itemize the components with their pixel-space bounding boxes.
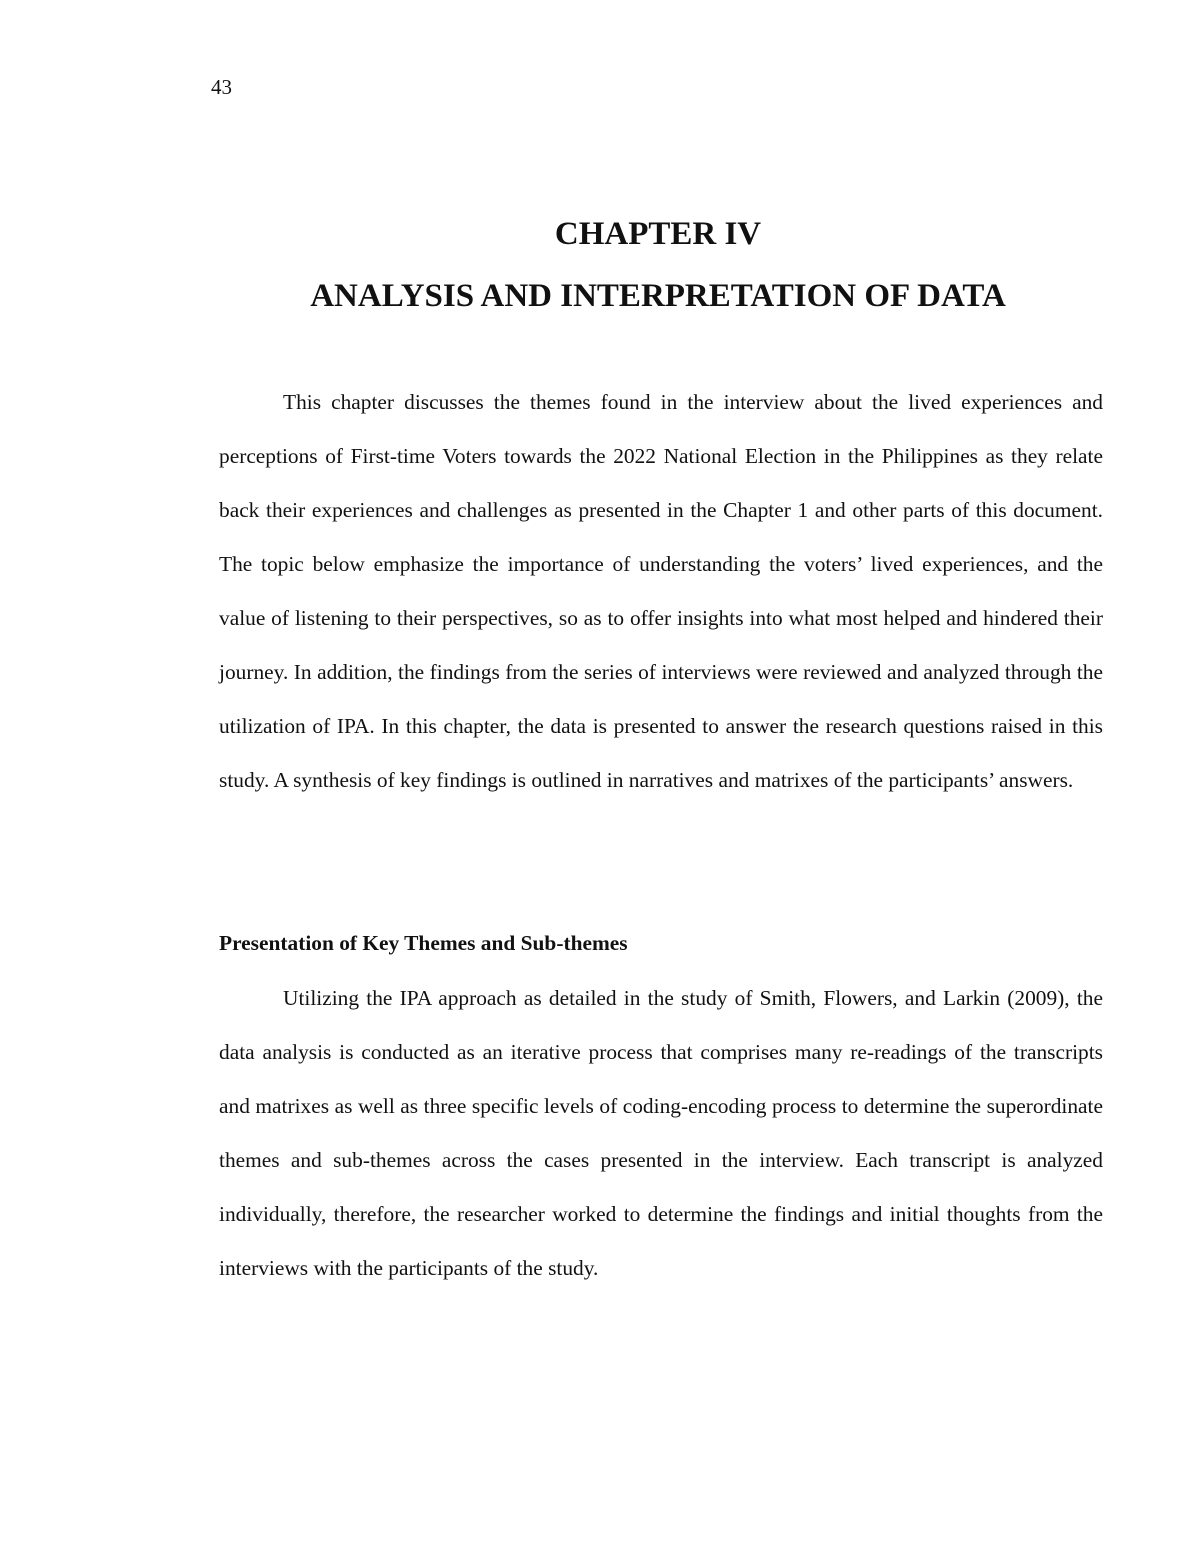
- methodology-paragraph: Utilizing the IPA approach as detailed in the study of Smith, Flowers, and Larkin (2009), the data analysis is conducted as an iterative process that comprises many re-readings of the transcripts and matrixes as well as three specific levels of coding-encoding process to determine the superordinate themes and sub-themes across the cases presented in the interview. Each transcript is analyzed individually, therefore, the researcher worked to determine the findings and initial thoughts from the interviews with the participants of the study.: [219, 986, 1103, 1280]
- chapter-number: CHAPTER IV: [554, 216, 762, 252]
- section-heading: Presentation of Key Themes and Sub-themes: [219, 931, 628, 955]
- intro-paragraph: This chapter discusses the themes found in the interview about the lived experiences and perceptions of First-time Voters towards the 2022 National Election in the Philippines as they relate back their experiences and challenges as presented in the Chapter 1 and other parts of this document. The topic below emphasize the importance of understanding the voters’ lived experiences, and the value of listening to their perspectives, so as to offer insights into what most helped and hindered their journey. In addition, the findings from the series of interviews were reviewed and analyzed through the utilization of IPA. In this chapter, the data is presented to answer the research questions raised in this study. A synthesis of key findings is outlined in narratives and matrixes of the participants’ answers.: [219, 390, 1103, 792]
- chapter-title: ANALYSIS AND INTERPRETATION OF DATA: [310, 278, 1006, 314]
- page-number: 43: [211, 75, 232, 99]
